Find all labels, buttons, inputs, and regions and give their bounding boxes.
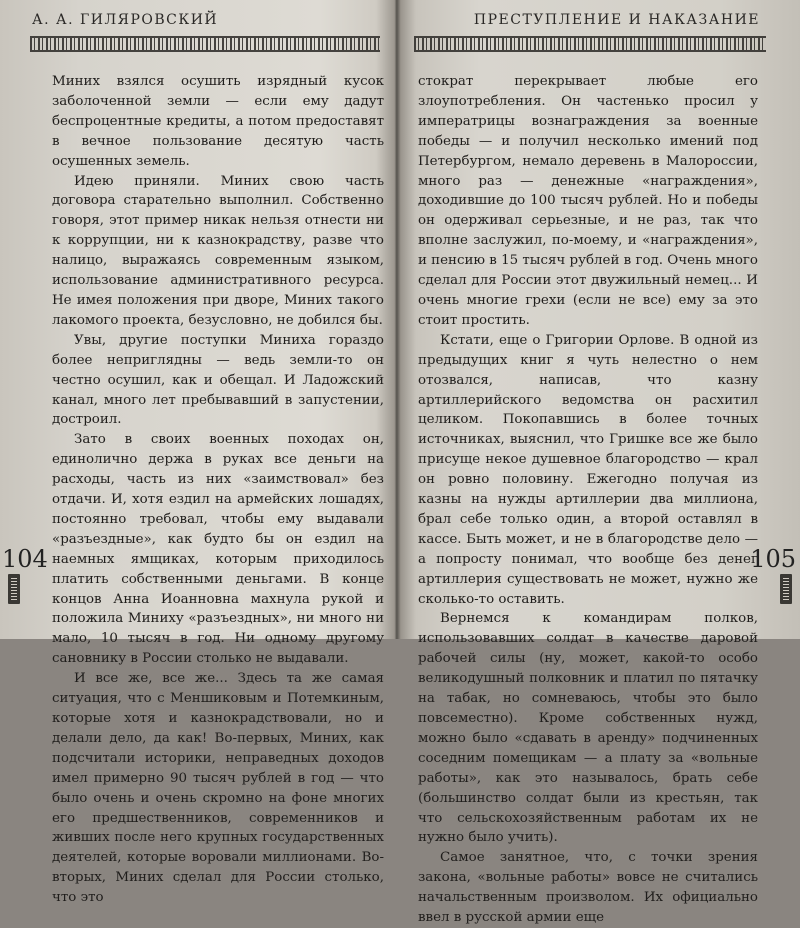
right-page	[402, 0, 800, 926]
running-head-author: А. А. ГИЛЯРОВСКИЙ	[32, 12, 219, 28]
paragraph: Миних взялся осушить изрядный кусок заболоченной земли — если ему дадут беспроцентные кредиты, а потом предоставят в вечное пользование десятую часть осушенных земель.	[52, 74, 384, 169]
header-ornament	[414, 36, 766, 52]
body-text	[418, 72, 758, 928]
header-ornament	[30, 36, 380, 52]
publisher-mark-icon	[8, 574, 20, 604]
running-head-title: ПРЕСТУПЛЕНИЕ И НАКАЗАНИЕ	[473, 12, 760, 28]
publisher-mark-icon	[780, 574, 792, 604]
page-number: 105	[750, 545, 796, 573]
paragraph: Идею приняли. Миних свою часть договора старательно выполнил. Собственно говоря, этот пример никак нельзя отнести ни к коррупции, ни к казнокрадству, разве что налицо, выражаясь современным языком, использование административного ресурса. Не имея положения при дворе, Миних такого лакомого проекта, безусловно, не добился бы.	[52, 173, 384, 328]
page-number: 104	[2, 545, 48, 573]
paragraph: Кстати, еще о Григории Орлове. В одной из предыдущих книг я чуть нелестно о нем отозвался, написав, что казну артиллерийского ведомства он расхитил целиком. Покопавшись в более точных источниках, выяснил, что Гришке все же было присуще некое душевное благородство — крал он ровно половину. Ежегодно получая из казны на нужды артиллерии два миллиона, брал себе только один, а второй оставлял в кассе. Быть может, и не в благородстве дело — а попросту понимал, что вообще без денег артиллерия существовать не может, нужно же сколько-то оставить.	[418, 332, 758, 607]
paragraph: И все же, все же... Здесь та же самая ситуация, что с Меншиковым и Потемкиным, которые хотя и казнокрадствовали, но и делали дело, да как! Во-первых, Миних, как подсчитали историки, неправедных доходов имел примерно 90 тысяч рублей в год — что было очень и очень скромно на фоне многих его предшественников, современников и живших после него крупных государственных деятелей, которые воровали миллионами. Во-вторых, Миних сделал для России столько, что это	[52, 671, 384, 906]
body-text	[52, 72, 384, 908]
paragraph: Вернемся к командирам полков, использовавших солдат в качестве даровой рабочей силы (ну, может, какой-то особо великодушный полковник и платил по пятачку на табак, но сомневаюсь, чтобы это было повсеместно). Кроме собственных нужд, можно было «сдавать в аренду» подчиненных соседним помещикам — а плату за «вольные работы», как это называлось, брать себе (большинство солдат были из крестьян, так что сельскохозяйственным работам их не нужно было учить).	[418, 611, 758, 846]
paragraph: стократ перекрывает любые его злоупотребления. Он частенько просил у императрицы вознаграждения за военные победы — и получил несколько имений под Петербургом, немало деревень в Малороссии, много раз — денежные «награждения», доходившие до 100 тысяч рублей. Но и победы он одерживал серьезные, и не раз, так что вполне заслужил, по-моему, и «награждения», и пенсию в 15 тысяч рублей в год. Очень много сделал для России этот двужильный немец... И очень многие грехи (если не все) ему за это стоит простить.	[418, 74, 758, 328]
paragraph: Самое занятное, что, с точки зрения закона, «вольные работы» вовсе не считались начальственным произволом. Их официально ввел в русской армии еще	[418, 850, 758, 926]
paragraph: Зато в своих военных походах он, единолично держа в руках все деньги на расходы, часть из них «заимствовал» без отдачи. И, хотя ездил на армейских лошадях, постоянно требовал, чтобы ему выдавали «разъездные», как будто бы он ездил на наемных ямщиках, которым приходилось платить собственными деньгами. В конце концов Анна Иоанновна махнула рукой и положила Миниху «разъездных», ни много ни мало, 10 тысяч в год. Ни одному другому сановнику в России столько не выдавали.	[52, 432, 384, 667]
left-page	[0, 0, 396, 906]
paragraph: Увы, другие поступки Миниха гораздо более неприглядны — ведь земли-то он честно осушил, как и обещал. И Ладожский канал, много лет пребывавший в запустении, достроил.	[52, 332, 384, 428]
